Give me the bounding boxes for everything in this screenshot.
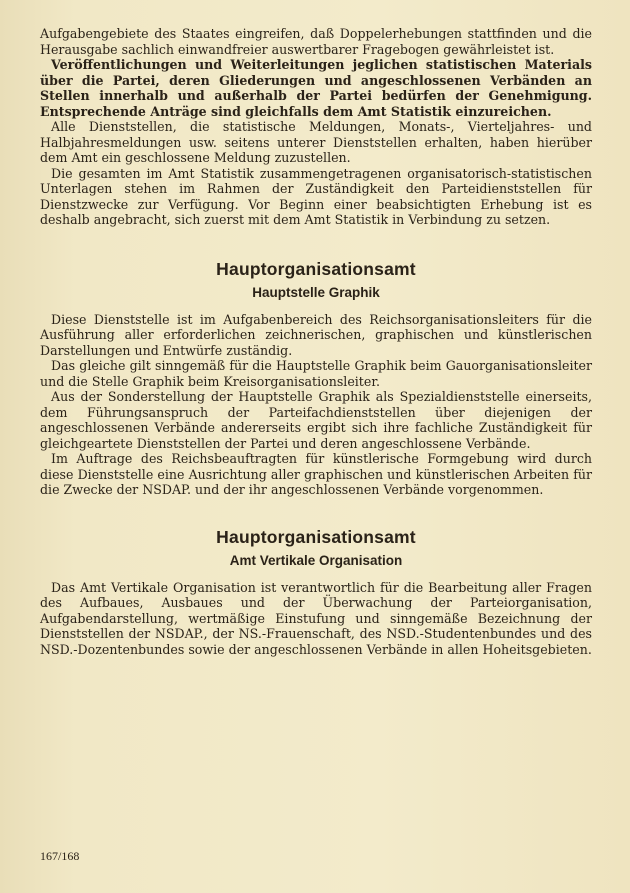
section2-paragraph-1: Das Amt Vertikale Organisation ist verantwortlich für die Bearbeitung aller Fragen des Aufbaues, Ausbaues und der Überwachung der Parteiorganisation, Aufgabendarstellung, wertmäßige Einstufung und sinngemäße Bezeichnung der Dienststellen der NSDAP., der NS.-Frauenschaft, des NSD.-Studentenbundes und des NSD.-Dozentenbundes sowie der angeschlossenen Verbände in allen Hoheitsgebieten.	[40, 579, 592, 657]
section1-subtitle: Hauptstelle Graphik	[252, 284, 380, 300]
intro-paragraph-2: Veröffentlichungen und Weiterleitungen jeglichen statistischen Materials über die Partei, deren Gliederungen und angeschlossenen Verbänden an Stellen innerhalb und außerhalb der Partei bedürfen der Genehmigung. Entsprechende Anträge sind gleichfalls dem Amt Statistik einzureichen.	[40, 57, 592, 119]
section2-title: Hauptorganisationsamt	[216, 526, 416, 547]
section-spacer	[40, 228, 592, 258]
section-spacer	[40, 498, 592, 526]
section2-subtitle: Amt Vertikale Organisation	[229, 552, 403, 568]
section1-paragraph-2: Das gleiche gilt sinngemäß für die Hauptstelle Graphik beim Gauorganisationsleiter und die Stelle Graphik beim Kreisorganisationsleiter.	[40, 358, 592, 389]
section1-paragraph-1: Diese Dienststelle ist im Aufgabenbereich des Reichsorganisationsleiters für die Ausführung aller erforderlichen zeichnerischen, graphischen und künstlerischen Darstellungen und Entwürfe zuständig.	[40, 311, 592, 358]
intro-paragraph-3: Alle Dienststellen, die statistische Meldungen, Monats-, Vierteljahres- und Halbjahresmeldungen usw. seitens unterer Dienststellen erhalten, haben hierüber dem Amt ein geschlossene Meldung zuzustellen.	[40, 119, 592, 165]
intro-paragraph-4: Die gesamten im Amt Statistik zusammengetragenen organisatorisch-statistischen Unterlagen stehen im Rahmen der Zuständigkeit den Parteidienststellen für Dienstzwecke zur Verfügung. Vor Beginn einer beabsichtigten Erhebung ist es deshalb angebracht, sich zuerst mit dem Amt Statistik in Verbindung zu setzen.	[40, 165, 592, 227]
page-number: 167/168	[40, 849, 80, 863]
section1-title: Hauptorganisationsamt	[216, 258, 416, 279]
page-content	[40, 26, 592, 657]
section1-paragraph-4: Im Auftrage des Reichsbeauftragten für künstlerische Formgebung wird durch diese Dienststelle eine Ausrichtung aller graphischen und künstlerischen Arbeiten für die Zwecke der NSDAP. und der ihr angeschlossenen Verbände vorgenommen.	[40, 451, 592, 497]
intro-paragraph-1: Aufgabengebiete des Staates eingreifen, daß Doppelerhebungen stattfinden und die Herausgabe sachlich einwandfreier auswertbarer Fragebogen gewährleistet ist.	[40, 26, 592, 57]
section1-paragraph-3: Aus der Sonderstellung der Hauptstelle Graphik als Spezialdienststelle einerseits, dem Führungsanspruch der Parteifachdienststellen über diejenigen der angeschlossenen Verbände andererseits ergibt sich ihre fachliche Zuständigkeit für gleichgeartete Dienststellen der Partei und deren angeschlossene Verbände.	[40, 389, 592, 451]
